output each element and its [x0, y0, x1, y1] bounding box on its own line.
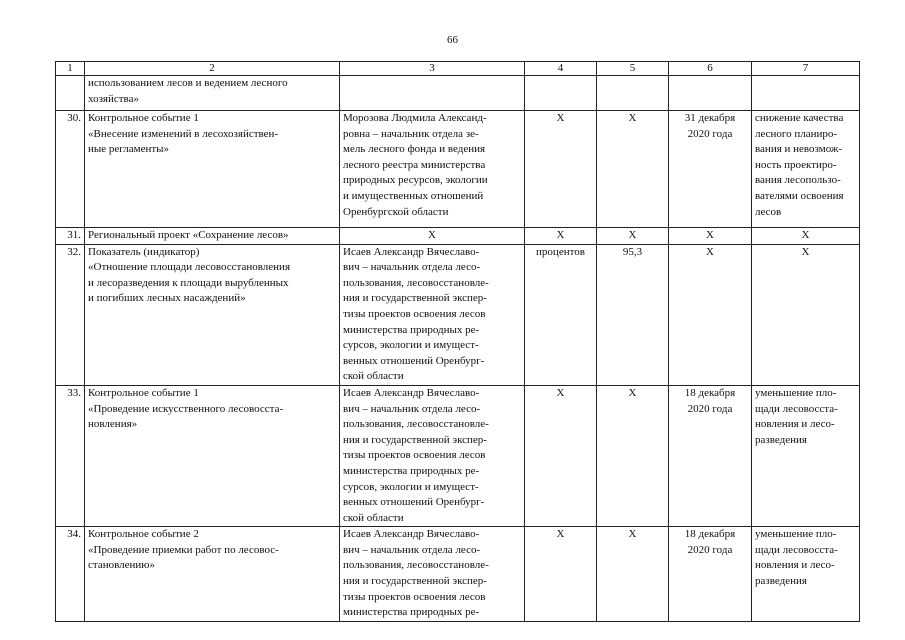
- deadline-cell: 18 декабря 2020 года: [669, 385, 752, 526]
- item-name: использованием лесов и ведением лесного хозяйства»: [85, 76, 340, 111]
- item-name: Контрольное событие 1 «Проведение искусственного лесовосста- новления»: [85, 385, 340, 526]
- column-header: 3: [340, 62, 525, 76]
- row-number: 32.: [56, 244, 85, 385]
- responsible-person: Морозова Людмила Александ- ровна – начальник отдела зе- мель лесного фонда и ведения лесного реестра министерства природных ресурсов, экологии и имущественных отношений Оренбургской области: [340, 111, 525, 228]
- column-header: 6: [669, 62, 752, 76]
- item-name: Контрольное событие 2 «Проведение приемки работ по лесовос- становлению»: [85, 527, 340, 622]
- deadline-cell: X: [669, 228, 752, 245]
- risk-description: уменьшение пло- щади лесовосста- новления и лесо- разведения: [752, 527, 860, 622]
- deadline-cell: 31 декабря 2020 года: [669, 111, 752, 228]
- risk-description: уменьшение пло- щади лесовосста- новления и лесо- разведения: [752, 385, 860, 526]
- table-row: [56, 385, 860, 526]
- document-table: [55, 61, 860, 622]
- value-cell: [597, 76, 669, 111]
- row-number: [56, 76, 85, 111]
- column-header: 5: [597, 62, 669, 76]
- row-number: 30.: [56, 111, 85, 228]
- value-cell: X: [597, 527, 669, 622]
- responsible-person: X: [340, 228, 525, 245]
- page-number: 66: [447, 34, 458, 46]
- item-name: Показатель (индикатор) «Отношение площади лесовосстановления и лесоразведения к площади вырубленных и погибших лесных насаждений»: [85, 244, 340, 385]
- value-cell: X: [597, 228, 669, 245]
- table-row: [56, 76, 860, 111]
- deadline-cell: X: [669, 244, 752, 385]
- column-header: 7: [752, 62, 860, 76]
- row-number: 31.: [56, 228, 85, 245]
- risk-description: X: [752, 228, 860, 245]
- responsible-person: [340, 76, 525, 111]
- deadline-cell: [669, 76, 752, 111]
- risk-description: X: [752, 244, 860, 385]
- value-cell: X: [597, 385, 669, 526]
- unit-cell: X: [525, 385, 597, 526]
- table-header-row: [56, 62, 860, 76]
- row-number: 33.: [56, 385, 85, 526]
- table-row: [56, 111, 860, 228]
- row-number: 34.: [56, 527, 85, 622]
- unit-cell: процентов: [525, 244, 597, 385]
- table-row: [56, 527, 860, 622]
- responsible-person: Исаев Александр Вячеславо- вич – начальник отдела лесо- пользования, лесовосстановле- ния и государственной экспер- тизы проектов освоения лесов министерства природных ре- сурсов, экологии и имущест- венных отношений Оренбург- ской области: [340, 385, 525, 526]
- deadline-cell: 18 декабря 2020 года: [669, 527, 752, 622]
- responsible-person: Исаев Александр Вячеславо- вич – начальник отдела лесо- пользования, лесовосстановле- ния и государственной экспер- тизы проектов освоения лесов министерства природных ре-: [340, 527, 525, 622]
- column-header: 2: [85, 62, 340, 76]
- item-name: Региональный проект «Сохранение лесов»: [85, 228, 340, 245]
- unit-cell: [525, 76, 597, 111]
- table-row: [56, 244, 860, 385]
- responsible-person: Исаев Александр Вячеславо- вич – начальник отдела лесо- пользования, лесовосстановле- ния и государственной экспер- тизы проектов освоения лесов министерства природных ре- сурсов, экологии и имущест- венных отношений Оренбург- ской области: [340, 244, 525, 385]
- table-row: [56, 228, 860, 245]
- value-cell: 95,3: [597, 244, 669, 385]
- item-name: Контрольное событие 1 «Внесение изменений в лесохозяйствен- ные регламенты»: [85, 111, 340, 228]
- unit-cell: X: [525, 527, 597, 622]
- column-header: 4: [525, 62, 597, 76]
- risk-description: снижение качества лесного планиро- вания и невозмож- ность проектиро- вания лесопользо- вателями освоения лесов: [752, 111, 860, 228]
- unit-cell: X: [525, 111, 597, 228]
- unit-cell: X: [525, 228, 597, 245]
- column-header: 1: [56, 62, 85, 76]
- risk-description: [752, 76, 860, 111]
- value-cell: X: [597, 111, 669, 228]
